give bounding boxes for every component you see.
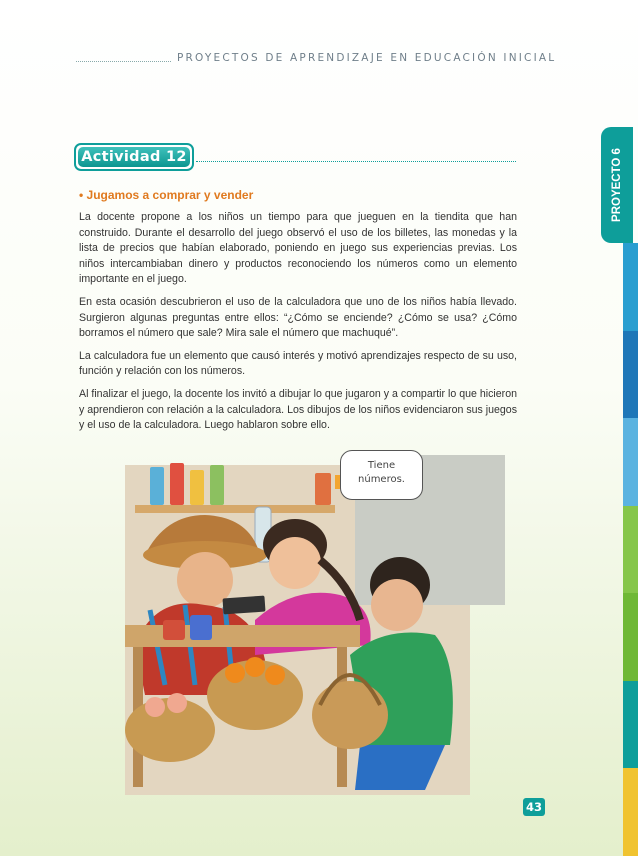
- header-dotted-rule: [76, 54, 171, 62]
- color-sidebar: [623, 243, 638, 856]
- paragraph: La calculadora fue un elemento que causó interés y motivó aprendizajes respecto de su uso, función y relación con los números.: [79, 349, 517, 378]
- jar: [190, 470, 204, 505]
- counter-jar: [190, 615, 212, 640]
- sidebar-color-band: [623, 331, 638, 419]
- page-number: 43: [523, 798, 545, 816]
- shelf: [135, 505, 335, 513]
- jar: [150, 467, 164, 505]
- sidebar-color-band: [623, 768, 638, 856]
- orange: [245, 657, 265, 677]
- paragraph: En esta ocasión descubrieron el uso de la calculadora que uno de los niños había llevado. Surgieron algunas preguntas entre ellos: “¿Cómo se enciende? ¿Cómo se usa? ¿Cómo borramos el número que sale? Mira sale el número que machuqué”.: [79, 295, 517, 340]
- running-header: [76, 50, 557, 66]
- peach: [167, 693, 187, 713]
- activity-label: Actividad 12: [78, 147, 190, 167]
- paragraph: La docente propone a los niños un tiempo para que jueguen en la tiendita que han construido. Durante el desarrollo del juego observó el uso de los billetes, las monedas y la lista de precios que habían elaborado, poniendo en juego sus experiencias previas. Los niños intercambiaban dinero y productos reconociendo los números como un elemento importante en el juego.: [79, 211, 517, 286]
- orange: [265, 665, 285, 685]
- project-side-tab: [601, 127, 633, 243]
- activity-dotted-rule: [196, 161, 516, 162]
- header-title: PROYECTOS DE APRENDIZAJE EN EDUCACIÓN INICIAL: [177, 52, 557, 64]
- speech-bubble: [340, 450, 423, 500]
- girl2-face: [371, 579, 423, 631]
- speech-text: números.: [358, 474, 405, 485]
- side-tab-label: PROYECTO 6: [611, 148, 623, 222]
- sidebar-color-band: [623, 681, 638, 769]
- counter-jar: [163, 620, 185, 640]
- section-title: • Jugamos a comprar y vender: [79, 188, 254, 202]
- sidebar-color-band: [623, 506, 638, 594]
- jar: [170, 463, 184, 505]
- girl-face: [269, 537, 321, 589]
- speech-text: Tiene: [367, 460, 396, 471]
- body-text: [79, 210, 517, 441]
- orange: [225, 663, 245, 683]
- shop-illustration: [105, 445, 510, 815]
- sidebar-color-band: [623, 593, 638, 681]
- peach: [145, 697, 165, 717]
- jar: [315, 473, 331, 505]
- activity-badge: [74, 143, 194, 171]
- paragraph: Al finalizar el juego, la docente los invitó a dibujar lo que jugaron y a compartir lo que hicieron y aprendieron con relación a la calculadora. Los dibujos de los niños evidenciaron sus juegos y el uso de la calculadora. Luego hablaron sobre ello.: [79, 387, 517, 432]
- calculator: [222, 596, 265, 615]
- counter-top: [125, 625, 360, 647]
- girl2-basket: [312, 681, 388, 749]
- sidebar-color-band: [623, 418, 638, 506]
- jar: [210, 465, 224, 505]
- sidebar-color-band: [623, 243, 638, 331]
